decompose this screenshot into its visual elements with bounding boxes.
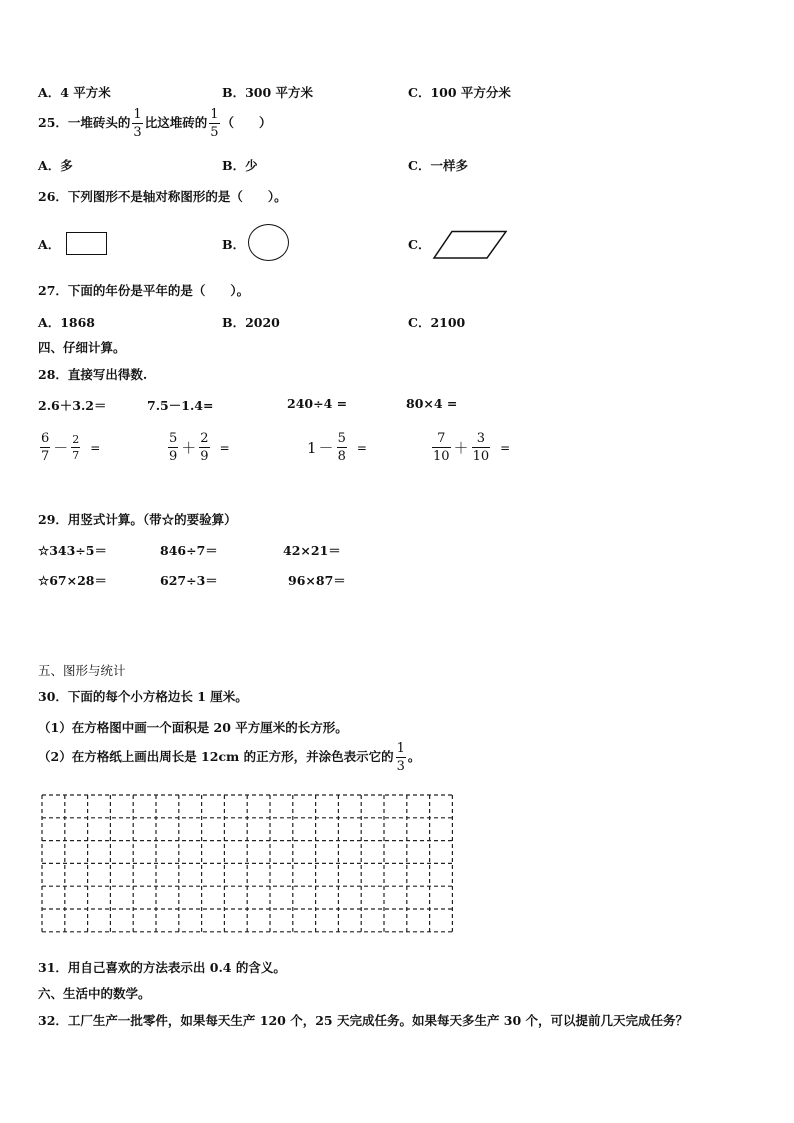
fraction (337, 432, 347, 463)
fraction (209, 108, 219, 139)
q28-fraction-expr-3 (306, 432, 367, 463)
q30-sub1: （1）在方格图中画一个面积是 20 平方厘米的长方形。 (38, 720, 348, 735)
q27-option-c (408, 313, 465, 331)
option-letter: A． (38, 315, 61, 330)
option-text: 2100 (430, 315, 466, 330)
q32-question: 32．工厂生产一批零件，如果每天生产 120 个，25 天完成任务。如果每天多生产 30 个，可以提前几天完成任务？ (38, 1013, 689, 1028)
numerator: 1 (133, 107, 142, 122)
equals-sign: = (356, 440, 367, 455)
q26-option-b-letter: B． (222, 237, 246, 252)
denominator: 7 (72, 449, 80, 462)
denominator: 7 (41, 449, 50, 464)
q28-expr-4: 80×4 = (406, 396, 458, 411)
whole-number: 1 (307, 438, 317, 457)
q27-question: 27．下面的年份是平年的是（ ）。 (38, 283, 250, 298)
q27-option-a (38, 313, 95, 331)
equals-sign: = (219, 440, 230, 455)
denominator: 3 (133, 125, 142, 140)
question-text: 一堆砖头的 (67, 115, 131, 130)
q28-expr-1: 2.6＋3.2＝ (38, 398, 107, 413)
parallelogram-shape (432, 230, 508, 260)
operator: ＋ (453, 439, 469, 457)
q30-question: 30．下面的每个小方格边长 1 厘米。 (38, 689, 248, 704)
numerator: 7 (432, 432, 451, 448)
numerator: 1 (396, 741, 405, 756)
fraction (396, 742, 406, 773)
q25-question (38, 108, 272, 139)
q28-expr-3: 240÷4 = (287, 396, 348, 411)
numerator: 5 (169, 431, 178, 446)
option-text: 100 平方分米 (430, 85, 511, 100)
numerator: 2 (200, 431, 209, 446)
question-text: 。 (407, 749, 421, 764)
q28-fraction-expr-1 (38, 432, 100, 463)
denominator: 9 (169, 449, 178, 464)
numerator: 1 (210, 107, 219, 122)
denominator: 9 (200, 449, 209, 464)
q26-question: 26．下列图形不是轴对称图形的是（ ）。 (38, 189, 287, 204)
option-letter: C． (408, 158, 431, 173)
section-heading-4: 四、仔细计算。 (38, 340, 126, 355)
q28-expr-2: 7.5－1.4= (147, 398, 214, 413)
q24-option-a (38, 83, 111, 101)
option-letter: B． (222, 158, 246, 173)
q26-option-c-letter: C． (408, 237, 431, 252)
q25-option-c (408, 156, 468, 174)
circle-shape (248, 224, 289, 261)
q28-question: 28．直接写出得数. (38, 367, 148, 382)
option-text: 一样多 (430, 158, 468, 173)
fraction (168, 432, 178, 463)
option-letter: B． (222, 85, 246, 100)
section-heading-5: 五、图形与统计 (38, 663, 126, 678)
q29-expr-4: ☆67×28＝ (38, 573, 107, 588)
numerator: 5 (337, 431, 346, 446)
dashed-square-grid (40, 793, 454, 941)
q26-option-a-letter: A． (38, 237, 61, 252)
q29-expr-2: 846÷7＝ (160, 543, 218, 558)
q24-option-c (408, 83, 511, 101)
fraction (132, 108, 142, 139)
q25-option-b (222, 156, 258, 174)
fraction (472, 432, 491, 463)
numerator: 6 (41, 431, 50, 446)
q29-expr-6: 96×87＝ (288, 573, 346, 588)
rectangle-shape (66, 232, 107, 255)
fraction (199, 432, 209, 463)
fraction (40, 432, 50, 463)
option-letter: C． (408, 315, 431, 330)
option-letter: A． (38, 158, 61, 173)
equals-sign: = (90, 440, 101, 455)
question-number: 25． (38, 115, 68, 130)
fraction (71, 434, 80, 461)
fraction (432, 432, 451, 463)
q28-fraction-expr-4 (430, 432, 510, 463)
option-text: 4 平方米 (60, 85, 111, 100)
denominator: 8 (337, 449, 346, 464)
q27-option-b (222, 313, 280, 331)
operator: － (318, 439, 334, 457)
option-text: 1868 (60, 315, 95, 330)
q29-question: 29．用竖式计算。（带☆的要验算） (38, 512, 237, 527)
question-text: 比这堆砖的 (144, 115, 208, 130)
q29-expr-5: 627÷3＝ (160, 573, 218, 588)
numerator: 2 (72, 433, 80, 446)
q25-option-a (38, 156, 73, 174)
option-text: 2020 (245, 315, 280, 330)
q29-expr-3: 42×21＝ (283, 543, 341, 558)
q30-sub2 (38, 742, 420, 773)
q29-expr-1: ☆343÷5＝ (38, 543, 107, 558)
answer-blank: （ ） (221, 115, 272, 130)
option-text: 300 平方米 (245, 85, 314, 100)
operator: ＋ (181, 439, 197, 457)
option-text: 多 (60, 158, 73, 173)
option-text: 少 (245, 158, 258, 173)
denominator: 5 (210, 125, 219, 140)
q31-question: 31．用自己喜欢的方法表示出 0.4 的含义。 (38, 960, 286, 975)
option-letter: B． (222, 315, 246, 330)
option-letter: C． (408, 85, 431, 100)
denominator: 10 (472, 449, 490, 464)
denominator: 10 (433, 449, 450, 464)
option-letter: A． (38, 85, 61, 100)
q28-fraction-expr-2 (166, 432, 230, 463)
operator: － (53, 439, 69, 457)
denominator: 3 (396, 759, 405, 774)
numerator: 3 (472, 432, 491, 448)
q24-option-b (222, 83, 313, 101)
question-text: （2）在方格纸上画出周长是 12cm 的正方形，并涂色表示它的 (38, 749, 394, 764)
section-heading-6: 六、生活中的数学。 (38, 986, 151, 1001)
equals-sign: = (500, 440, 511, 455)
